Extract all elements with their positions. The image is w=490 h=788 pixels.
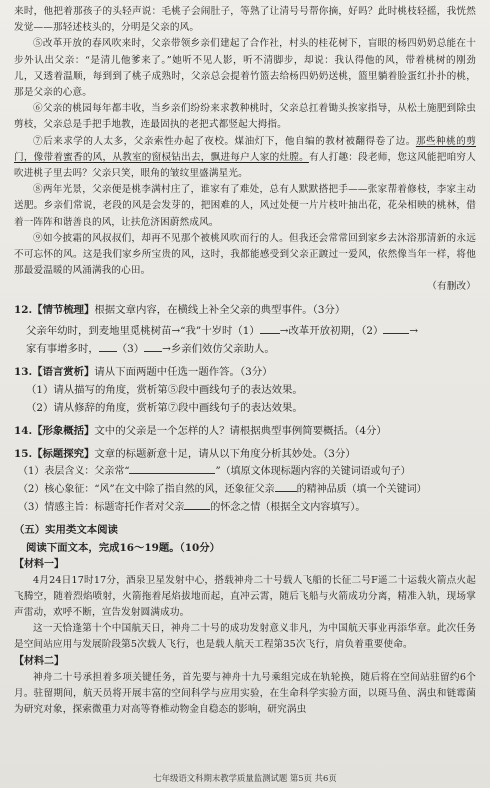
page-footer: 七年级语文科期末教学质量监测试题 第5页 共6页 [153, 773, 337, 783]
q13-option-2: （2）请从修辞的角度，赏析第⑦段中画线句子的表达效果。 [26, 401, 303, 414]
material-paragraph: 这一天恰逢第十个中国航天日，神舟二十号的成功发射意义非凡，为中国航天事业再添华章。此次任务是空间站应用与发展阶段第5次载人飞行，也是载人航天工程第35次飞行，肩负着重要使命。 [14, 623, 476, 651]
question-15: 15.【标题探究】文章的标题新意十足，请从以下角度分析其妙处。（3分） [14, 447, 356, 460]
passage-paragraph: ⑧两年光景，父亲便是桃李满村庄了，谁家有了难处，总有人默默搭把手——张家帮着修枝，李家主动送肥。乡亲们常说，老段的风是会发芽的，把困难的人，风过处便一片片枝叶抽出花，花朵相映的桃林，借着一阵阵和谐善良的风，让扶危济困蔚然成风。 [14, 184, 476, 228]
section-heading: （五）实用类文本阅读 [14, 523, 118, 536]
passage-paragraph: 来时，他把着那孩子的头轻声说：毛桃子会闹肚子，等熟了让清号号帮你摘，好吗？此时桃枝轻摇，我恍然发觉——那轻述枝头的，分明是父亲的风。 [14, 6, 476, 34]
q12-chain-line-1: 父亲年幼时，到麦地里觅桃树苗→“我”十岁时（1） →改革开放初期，（2） → [26, 324, 419, 337]
material-paragraph: 神舟二十号承担着多项关键任务，首先要与神舟十九号乘组完成在轨轮换，随后将在空间站驻留约6个月。驻留期间，航天员将开展丰富的空间科学与应用实验，在生命科学实验方面，以斑马鱼、涡虫和链霉菌为研究对象，探索微重力对高等脊椎动物金自稳态的影响，研究涡虫 [14, 671, 476, 716]
question-12: 12.【情节梳理】根据文章内容，在横线上补全父亲的典型事件。（3分） [14, 303, 346, 316]
answer-blank[interactable] [129, 473, 215, 474]
answer-blank[interactable] [275, 491, 297, 492]
answer-blank[interactable] [260, 333, 280, 334]
material-2-label: 【材料二】 [14, 655, 64, 667]
question-14: 14.【形象概括】文中的父亲是一个怎样的人？请根据典型事例简要概括。（4分） [14, 424, 387, 437]
q15-part-1: （1）表层含义：父亲常“ ”（填原文体现标题内容的关键词语或句子） [18, 465, 411, 477]
question-13: 13.【语言赏析】请从下面两题中任选一题作答。（3分） [14, 365, 273, 378]
answer-blank[interactable] [184, 509, 210, 510]
passage-paragraph: ⑥父亲的桃园每年都丰收，当乡亲们纷纷来求教种桃时，父亲总扛着锄头挨家指导，从松土施肥到除虫剪枝，父亲总是手把手地教，连最固执的老把式都竖起大拇指。 [14, 103, 476, 131]
passage-text: 有人打趣：段老师，您这风能把咱穷人吹进桃子里去吗？父亲只笑，眼角的皱纹里盛满星光。 [14, 151, 476, 180]
passage-text: ⑦后来求学的人太多，父亲索性办起了夜校。煤油灯下，他自编的教材被翻得卷了边。 [33, 135, 416, 147]
q15-part-3: （3）情感主旨：标题寄托作者对父亲 的怀念之情（根据全文内容填写）。 [18, 501, 366, 513]
answer-blank[interactable] [144, 351, 162, 352]
answer-blank[interactable] [383, 333, 409, 334]
section-intro: 阅读下面文本，完成16～19题。（10分） [26, 541, 221, 554]
material-paragraph: 4月24日17时17分，酒泉卫星发射中心，搭载神舟二十号载人飞船的长征二号F遥二十运载火箭点火起飞腾空，随着烈焰喷射，火箭拖着尾焰拔地而起，直冲云霄，随后飞船与火箭成功分离，精准入轨，现场掌声雷动，欢呼不断，宣告发射圆满成功。 [14, 574, 476, 619]
passage-paragraph: ⑤改革开放的春风吹来时，父亲带领乡亲们建起了合作社，村头的桂花树下，盲眼的杨四奶奶总能在十步外认出父亲：“是清儿他爹来了。”她听不见人影，听不清脚步，却说：我认得他的风，带着桃树的刚劲儿，又透着温顺，每到到了桃子成熟时，父亲总会提着竹篮去给杨四奶奶送桃，篮里躺着脸蛋红扑扑的桃，那是父亲的心意。 [14, 38, 476, 99]
passage-paragraph: ⑨如今披霜的风叔叔们，却再不见那个被桃风吹而行的人。但我还会常常回到家乡去沐浴那清新的永远不可忘怀的风。这是我们家乡所宝贵的风，这时，我都能感受到父亲正踱过一爱风，依然像当年一样，将他那最爱温暖的风涌满我的心田。 [14, 232, 476, 277]
source-note: （有删改） [427, 281, 476, 293]
q15-part-2: （2）核心象征：“风”在文中除了指自然的风，还象征父亲 的精神品质（填一个关键词） [18, 483, 427, 495]
material-1-label: 【材料一】 [14, 558, 64, 570]
underlined-sentence: 那些种桃的剪门，像带着蜜香的风，从教室的窗棂钻出去，飘进每户人家的灶膛。 [14, 135, 476, 163]
q12-chain-line-2: 家有事增多时， （3） →乡亲们效仿父亲助人。 [26, 342, 275, 355]
answer-blank[interactable] [99, 351, 117, 352]
passage-paragraph [14, 134, 476, 183]
q13-option-1: （1）请从描写的角度，赏析第⑤段中画线句子的表达效果。 [26, 383, 303, 396]
